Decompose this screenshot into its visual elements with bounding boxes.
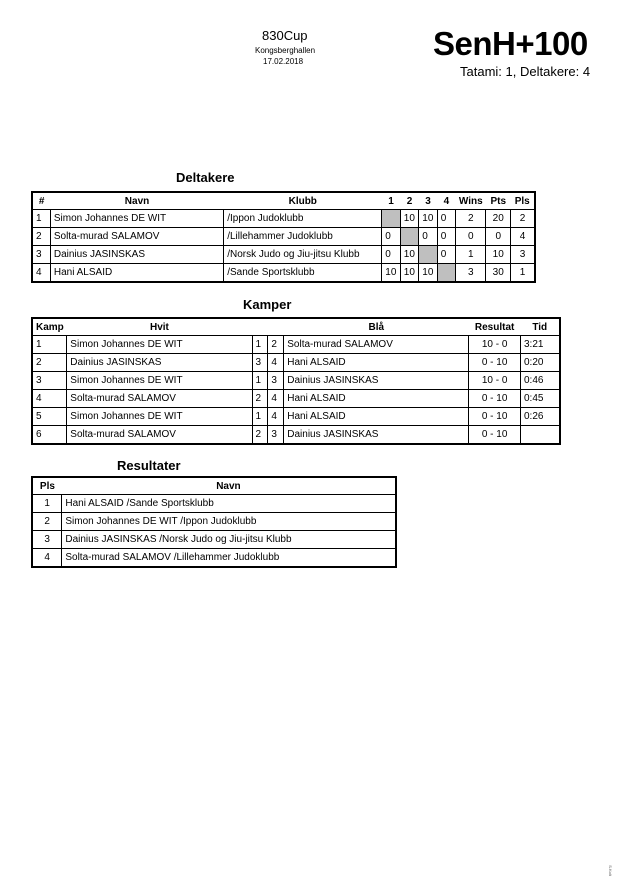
- cell-score: 0: [437, 228, 455, 246]
- cell-resultat: 0 - 10: [469, 354, 521, 372]
- cell-wins: 2: [456, 210, 486, 228]
- col-num: #: [38, 195, 45, 207]
- cell-kamp: 3: [32, 372, 67, 390]
- col-bla: Blå: [368, 321, 385, 333]
- category-title: SenH+100: [433, 25, 588, 62]
- cell-name: Dainius JASINSKAS: [50, 246, 223, 264]
- cell-hvit-num: 2: [252, 390, 268, 408]
- venue: Kongsberghallen: [255, 46, 316, 55]
- cell-wins: 3: [456, 264, 486, 282]
- cell-pls: 1: [32, 495, 62, 513]
- section-title-deltakere: Deltakere: [176, 170, 235, 185]
- cell-hvit-num: 1: [252, 372, 268, 390]
- col-wins: Wins: [458, 195, 483, 207]
- table-row: [32, 513, 396, 531]
- cell-pls: 3: [510, 246, 535, 264]
- cell-hvit: Simon Johannes DE WIT: [67, 336, 252, 354]
- cell-navn: Solta-murad SALAMOV /Lillehammer Judoklubb: [62, 549, 396, 567]
- cell-num: 1: [32, 210, 50, 228]
- cell-score: 0: [382, 246, 400, 264]
- tatami-info: Tatami: 1, Deltakere: 4: [460, 64, 591, 79]
- cell-bla-num: 4: [268, 408, 284, 426]
- cell-bla: Hani ALSAID: [284, 354, 469, 372]
- cell-tid: 0:26: [520, 408, 560, 426]
- cell-kamp: 6: [32, 426, 67, 444]
- table-row: [32, 549, 396, 567]
- section-title-kamper: Kamper: [243, 297, 292, 312]
- cell-kamp: 5: [32, 408, 67, 426]
- cell-hvit: Dainius JASINSKAS: [67, 354, 252, 372]
- cell-score: 10: [419, 210, 437, 228]
- cell-bla: Dainius JASINSKAS: [284, 426, 469, 444]
- cell-kamp: 2: [32, 354, 67, 372]
- cell-pls: 1: [510, 264, 535, 282]
- cell-score: 10: [400, 210, 418, 228]
- col-1: 1: [388, 195, 394, 207]
- table-row: [32, 264, 535, 282]
- cell-score: 10: [400, 264, 418, 282]
- cell-score: 10: [400, 246, 418, 264]
- cell-tid: 0:20: [520, 354, 560, 372]
- cell-hvit-num: 1: [252, 336, 268, 354]
- cell-navn: Simon Johannes DE WIT /Ippon Judoklubb: [62, 513, 396, 531]
- cell-score: 10: [382, 264, 400, 282]
- table-row: [32, 372, 560, 390]
- cell-bla: Dainius JASINSKAS: [284, 372, 469, 390]
- cell-hvit-num: 3: [252, 354, 268, 372]
- cell-hvit-num: 1: [252, 408, 268, 426]
- cell-tid: [520, 426, 560, 444]
- cell-club: /Sande Sportsklubb: [224, 264, 382, 282]
- cell-pts: 20: [486, 210, 510, 228]
- cell-pts: 0: [486, 228, 510, 246]
- col-tid: Tid: [532, 321, 548, 333]
- cell-num: 4: [32, 264, 50, 282]
- cell-pls: 2: [510, 210, 535, 228]
- resultater-header-row: [32, 477, 396, 495]
- cell-pls: 4: [32, 549, 62, 567]
- cell-self: [382, 210, 400, 228]
- cell-bla: Hani ALSAID: [284, 408, 469, 426]
- kamper-header-row: [32, 318, 560, 336]
- col-pls: Pls: [39, 480, 55, 492]
- resultater-table: [31, 476, 397, 568]
- cell-name: Solta-murad SALAMOV: [50, 228, 223, 246]
- cell-pls: 4: [510, 228, 535, 246]
- cell-num: 3: [32, 246, 50, 264]
- table-row: [32, 495, 396, 513]
- cell-name: Hani ALSAID: [50, 264, 223, 282]
- cell-club: /Lillehammer Judoklubb: [224, 228, 382, 246]
- event-date: 17.02.2018: [263, 57, 304, 66]
- cell-bla-num: 2: [268, 336, 284, 354]
- table-row: [32, 354, 560, 372]
- cell-pts: 30: [486, 264, 510, 282]
- cell-resultat: 10 - 0: [469, 372, 521, 390]
- table-row: [32, 408, 560, 426]
- cell-num: 2: [32, 228, 50, 246]
- cell-navn: Hani ALSAID /Sande Sportsklubb: [62, 495, 396, 513]
- table-row: [32, 246, 535, 264]
- table-row: [32, 210, 535, 228]
- cell-resultat: 0 - 10: [469, 390, 521, 408]
- cell-score: 0: [419, 228, 437, 246]
- cell-wins: 0: [456, 228, 486, 246]
- cell-bla-num: 4: [268, 354, 284, 372]
- col-kamp: Kamp: [36, 321, 64, 333]
- cell-pls: 3: [32, 531, 62, 549]
- cell-name: Simon Johannes DE WIT: [50, 210, 223, 228]
- cell-hvit: Solta-murad SALAMOV: [67, 390, 252, 408]
- col-4: 4: [443, 195, 450, 207]
- deltakere-header-row: [32, 192, 535, 210]
- footer-mark: S.Kolt: [608, 865, 614, 876]
- cell-hvit: Solta-murad SALAMOV: [67, 426, 252, 444]
- col-name: Navn: [124, 195, 150, 207]
- cell-club: /Norsk Judo og Jiu-jitsu Klubb: [224, 246, 382, 264]
- table-row: [32, 426, 560, 444]
- kamper-table: [31, 317, 561, 445]
- deltakere-table: [31, 191, 536, 283]
- cell-navn: Dainius JASINSKAS /Norsk Judo og Jiu-jitsu Klubb: [62, 531, 396, 549]
- table-row: [32, 531, 396, 549]
- table-row: [32, 228, 535, 246]
- cell-score: 0: [382, 228, 400, 246]
- cell-resultat: 0 - 10: [469, 408, 521, 426]
- cell-tid: 0:46: [520, 372, 560, 390]
- col-3: 3: [425, 195, 431, 207]
- cell-score: 10: [419, 264, 437, 282]
- table-row: [32, 336, 560, 354]
- cell-hvit: Simon Johannes DE WIT: [67, 372, 252, 390]
- col-club: Klubb: [288, 195, 317, 207]
- event-name: 830Cup: [262, 28, 308, 43]
- section-title-resultater: Resultater: [117, 458, 181, 473]
- col-hvit: Hvit: [149, 321, 169, 333]
- cell-bla-num: 3: [268, 372, 284, 390]
- cell-kamp: 4: [32, 390, 67, 408]
- cell-bla-num: 3: [268, 426, 284, 444]
- cell-score: 0: [437, 246, 455, 264]
- cell-resultat: 10 - 0: [469, 336, 521, 354]
- cell-kamp: 1: [32, 336, 67, 354]
- cell-hvit: Simon Johannes DE WIT: [67, 408, 252, 426]
- cell-bla-num: 4: [268, 390, 284, 408]
- cell-bla: Solta-murad SALAMOV: [284, 336, 469, 354]
- col-pls: Pls: [514, 195, 530, 207]
- cell-tid: 3:21: [520, 336, 560, 354]
- cell-self: [419, 246, 437, 264]
- cell-hvit-num: 2: [252, 426, 268, 444]
- cell-club: /Ippon Judoklubb: [224, 210, 382, 228]
- cell-pts: 10: [486, 246, 510, 264]
- cell-bla: Hani ALSAID: [284, 390, 469, 408]
- cell-score: 0: [437, 210, 455, 228]
- col-resultat: Resultat: [474, 321, 515, 333]
- cell-wins: 1: [456, 246, 486, 264]
- cell-self: [437, 264, 455, 282]
- col-2: 2: [406, 195, 413, 207]
- cell-resultat: 0 - 10: [469, 426, 521, 444]
- col-navn: Navn: [216, 480, 241, 492]
- cell-self: [400, 228, 418, 246]
- col-pts: Pts: [490, 195, 506, 207]
- cell-pls: 2: [32, 513, 62, 531]
- table-row: [32, 390, 560, 408]
- cell-tid: 0:45: [520, 390, 560, 408]
